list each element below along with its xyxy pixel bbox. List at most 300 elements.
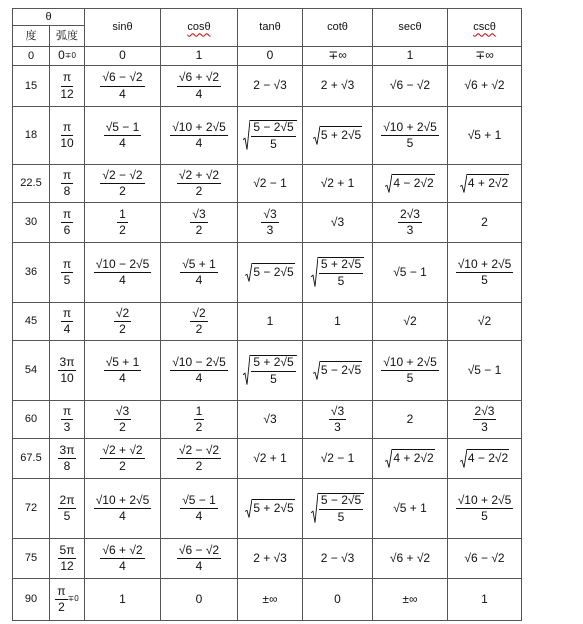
cell-sec <box>373 539 448 579</box>
cell-csc <box>448 165 522 203</box>
cell-sec <box>373 401 448 439</box>
fraction <box>58 444 77 473</box>
radical-sign-icon <box>385 449 392 468</box>
fraction-numerator: √6 + √2 <box>177 71 221 86</box>
fraction-numerator: 1 <box>194 405 205 420</box>
degree-cell: 60 <box>13 401 50 439</box>
cell-value <box>373 593 447 606</box>
cell-value <box>448 49 521 62</box>
radical-sign-icon <box>245 263 252 282</box>
cell-cot <box>303 303 373 341</box>
cell-cos <box>161 243 238 303</box>
cell-tan <box>238 341 303 401</box>
fraction-numerator: π <box>61 169 73 184</box>
fraction <box>456 494 514 523</box>
fraction-numerator: 5 + 2√5 <box>251 356 295 371</box>
radical-sign-icon <box>313 126 320 145</box>
value-text: √2 − 1 <box>320 450 355 465</box>
fraction-denominator: 12 <box>60 559 74 573</box>
cell-value <box>303 49 372 62</box>
radicand-text: 5 + 2√5 <box>320 128 362 143</box>
fraction-denominator: 2 <box>119 184 126 198</box>
fraction <box>177 444 221 473</box>
cell-value <box>448 129 521 142</box>
table-row <box>13 341 522 401</box>
radical <box>385 449 434 468</box>
cell-value <box>161 258 237 287</box>
fraction-numerator: √6 − √2 <box>100 71 144 86</box>
radical-fraction <box>243 355 296 385</box>
cell-value <box>238 49 302 62</box>
cell-value <box>161 71 237 100</box>
value-text: 1 <box>334 313 341 328</box>
cell-tan <box>238 47 303 66</box>
value-text: 2 − √3 <box>320 550 355 565</box>
fraction-denominator: 4 <box>195 86 203 101</box>
radian-cell <box>50 439 85 479</box>
degree-cell: 72 <box>13 479 50 539</box>
degree-cell: 30 <box>13 203 50 243</box>
cell-cot <box>303 47 373 66</box>
cell-value <box>303 177 372 190</box>
cell-sin <box>85 303 161 341</box>
fraction-numerator: √3 <box>114 405 131 420</box>
fraction-numerator: 1 <box>117 208 128 223</box>
fraction-denominator: 3 <box>481 420 488 434</box>
cell-tan <box>238 439 303 479</box>
cell-tan <box>238 303 303 341</box>
fraction <box>61 208 73 237</box>
cell-value <box>161 49 237 62</box>
fraction-denominator: 3 <box>266 223 274 237</box>
cell-sin <box>85 165 161 203</box>
fraction <box>100 71 144 100</box>
fraction <box>170 121 228 150</box>
fraction-numerator: √10 + 2√5 <box>456 494 514 509</box>
degree-cell: 36 <box>13 243 50 303</box>
fraction-numerator: √3 <box>261 208 278 223</box>
cell-value <box>448 552 521 565</box>
fraction-denominator: 2 <box>195 459 203 473</box>
cell-tan <box>238 479 303 539</box>
cell-value <box>50 49 84 62</box>
fraction-numerator: √10 + 2√5 <box>381 356 439 371</box>
cell-sin <box>85 539 161 579</box>
cell-cot <box>303 579 373 621</box>
radian-cell <box>50 479 85 539</box>
cell-value <box>238 355 302 385</box>
cell-value <box>50 121 84 150</box>
cell-sin <box>85 107 161 165</box>
fraction <box>100 544 144 573</box>
fraction <box>251 356 295 385</box>
fraction-denominator: 5 <box>406 371 414 385</box>
cell-value <box>373 356 447 385</box>
cell-value <box>373 449 447 468</box>
cell-value <box>238 593 302 606</box>
cell-value <box>161 544 237 573</box>
cell-tan <box>238 203 303 243</box>
fraction <box>381 356 439 385</box>
fraction-denominator: 5 <box>270 136 277 151</box>
cell-cos <box>161 341 238 401</box>
cell-value <box>161 356 237 385</box>
radicand <box>320 126 362 145</box>
table-row <box>13 401 522 439</box>
cell-value <box>50 169 84 198</box>
value-text: ±∞ <box>402 591 418 606</box>
cell-sec <box>373 303 448 341</box>
cell-value <box>238 452 302 465</box>
value-text: 2 + √3 <box>320 78 355 93</box>
radicand-text: 4 + 2√2 <box>393 451 434 466</box>
radical-fraction <box>311 493 364 523</box>
degree-cell: 75 <box>13 539 50 579</box>
fraction <box>177 169 221 198</box>
value-text: 0 <box>119 48 126 63</box>
cell-value <box>448 593 521 606</box>
cell-value <box>50 307 84 336</box>
fraction-denominator: 2 <box>119 420 126 434</box>
fraction <box>94 258 152 287</box>
degree-cell: 15 <box>13 66 50 107</box>
fraction-denominator: 4 <box>119 86 126 101</box>
fraction-denominator: 2 <box>195 420 203 434</box>
cell-sec <box>373 165 448 203</box>
table-row <box>13 66 522 107</box>
value-text: ±∞ <box>262 591 278 606</box>
fraction <box>61 405 73 434</box>
cell-value <box>85 494 160 523</box>
cell-tan <box>238 107 303 165</box>
cell-csc <box>448 401 522 439</box>
cell-value <box>50 71 84 100</box>
fraction-numerator: √2 + √2 <box>177 169 221 184</box>
radical-sign-icon <box>460 449 467 468</box>
cell-value <box>85 121 160 150</box>
cell-value <box>303 257 372 287</box>
cell-value <box>161 307 237 336</box>
fraction <box>319 258 363 287</box>
value-text: 1 <box>406 48 414 63</box>
cell-value <box>448 216 521 229</box>
cell-sin <box>85 439 161 479</box>
radicand <box>250 120 296 150</box>
degree-cell: 54 <box>13 341 50 401</box>
col-header-cos <box>161 9 238 47</box>
fraction-denominator: 4 <box>195 136 203 150</box>
cell-value <box>303 593 372 606</box>
cell-value <box>161 169 237 198</box>
radicand <box>252 263 294 282</box>
radical-sign-icon <box>311 257 318 287</box>
fraction <box>180 258 218 287</box>
fraction-numerator: π <box>55 585 67 600</box>
cell-cos <box>161 203 238 243</box>
cell-tan <box>238 401 303 439</box>
cell-value <box>85 444 160 473</box>
cell-value <box>238 499 302 518</box>
fraction <box>319 494 363 523</box>
value-text: 0 <box>58 48 65 63</box>
radicand-text: 4 + 2√2 <box>467 176 509 191</box>
fraction-numerator: √5 + 1 <box>104 356 142 371</box>
fraction-numerator: π <box>61 258 73 273</box>
fraction <box>58 494 77 523</box>
fraction-denominator: 5 <box>63 273 71 287</box>
radian-cell <box>50 341 85 401</box>
col-header-sec: secθ <box>373 9 448 47</box>
fraction-denominator: 2 <box>119 223 126 237</box>
cell-cos <box>161 107 238 165</box>
table-row <box>13 165 522 203</box>
fraction <box>117 208 128 237</box>
cell-value <box>238 120 302 150</box>
radicand <box>320 361 362 380</box>
fraction-numerator: √2 − √2 <box>100 169 144 184</box>
cell-csc <box>448 203 522 243</box>
cell-value <box>448 494 521 523</box>
radical <box>385 174 434 193</box>
cell-value <box>161 405 237 434</box>
fraction-denominator: 4 <box>195 509 203 523</box>
table-row <box>13 107 522 165</box>
cell-value <box>448 258 521 287</box>
cell-value <box>161 121 237 150</box>
fraction-numerator: √5 − 1 <box>180 494 218 509</box>
cell-cos <box>161 579 238 621</box>
radical-fraction <box>243 120 296 150</box>
cell-cos <box>161 165 238 203</box>
cell-sec <box>373 203 448 243</box>
fraction-numerator: 2√3 <box>473 405 497 420</box>
value-text: √3 <box>263 411 277 426</box>
cell-value <box>50 208 84 237</box>
cell-value <box>50 585 84 614</box>
radian-cell <box>50 165 85 203</box>
fraction-denominator: 3 <box>406 223 414 237</box>
fraction-numerator: √6 + √2 <box>100 544 144 559</box>
cell-value <box>373 502 447 515</box>
radicand <box>467 449 509 468</box>
cell-cot <box>303 243 373 303</box>
radicand <box>392 174 434 193</box>
cell-value <box>448 315 521 328</box>
cell-csc <box>448 579 522 621</box>
cell-value <box>303 552 372 565</box>
value-text: √5 − 1 <box>467 362 502 377</box>
cell-sin <box>85 47 161 66</box>
degree-cell: 67.5 <box>13 439 50 479</box>
radical <box>313 361 362 380</box>
cell-csc <box>448 303 522 341</box>
value-text: 1 <box>481 591 488 606</box>
cell-value <box>448 364 521 377</box>
cell-value <box>85 49 160 62</box>
table-row <box>13 479 522 539</box>
fraction-numerator: √2 − √2 <box>177 444 221 459</box>
cell-value <box>303 315 372 328</box>
radicand-text: 5 − 2√5 <box>320 363 362 378</box>
fraction-denominator: 10 <box>60 371 74 385</box>
value-text: 2 <box>406 411 414 426</box>
col-header-csc-label: cscθ <box>473 21 496 34</box>
cell-cot <box>303 341 373 401</box>
fraction-denominator: 3 <box>63 420 71 434</box>
fraction-numerator: √10 + 2√5 <box>94 494 152 509</box>
cell-cos <box>161 66 238 107</box>
radian-cell <box>50 107 85 165</box>
value-text: √2 − 1 <box>253 175 287 190</box>
cell-value <box>303 405 372 434</box>
cell-cot <box>303 203 373 243</box>
fraction <box>114 405 131 434</box>
cell-cos <box>161 539 238 579</box>
table-row <box>13 47 522 66</box>
fraction-numerator: √10 + 2√5 <box>170 121 228 136</box>
value-text: √5 + 1 <box>393 500 427 515</box>
cell-value <box>448 405 521 434</box>
fraction <box>398 208 422 237</box>
cell-sec <box>373 243 448 303</box>
value-text: 2 + √3 <box>253 550 287 565</box>
fraction-numerator: 5 − 2√5 <box>251 121 295 136</box>
radian-cell <box>50 66 85 107</box>
radicand <box>252 499 294 518</box>
fraction-numerator: √3 <box>190 208 207 223</box>
fraction <box>94 494 152 523</box>
table-row <box>13 539 522 579</box>
fraction-numerator: 5 + 2√5 <box>319 258 363 273</box>
cell-sin <box>85 341 161 401</box>
degree-cell: 90 <box>13 579 50 621</box>
cell-value <box>448 449 521 468</box>
cell-cot <box>303 539 373 579</box>
cell-value <box>50 405 84 434</box>
table-body <box>13 47 522 621</box>
col-header-sin: sinθ <box>85 9 161 47</box>
value-text: √2 + 1 <box>320 175 355 190</box>
cell-value <box>85 71 160 100</box>
value-text: √2 <box>477 313 492 328</box>
cell-value <box>50 356 84 385</box>
fraction-denominator: 2 <box>119 459 126 473</box>
value-text: ∓∞ <box>328 48 347 63</box>
value-text: √6 − √2 <box>389 78 431 93</box>
radical-sign-icon <box>311 493 318 523</box>
value-text: √6 + √2 <box>389 550 431 565</box>
value-subscript: ∓0 <box>64 50 76 60</box>
fraction <box>58 71 75 100</box>
cell-value <box>161 444 237 473</box>
theta-header: θ <box>13 9 85 26</box>
degree-cell: 0 <box>13 47 50 66</box>
fraction <box>194 405 205 434</box>
fraction-denominator: 5 <box>481 273 488 287</box>
fraction <box>58 121 75 150</box>
radical-sign-icon <box>313 361 320 380</box>
cell-tan <box>238 243 303 303</box>
value-text: √6 − √2 <box>464 550 505 565</box>
value-text: 0 <box>195 591 203 606</box>
cell-sec <box>373 479 448 539</box>
fraction-denominator: 2 <box>119 322 126 336</box>
radian-cell <box>50 401 85 439</box>
cell-value <box>448 174 521 193</box>
fraction-numerator: √10 + 2√5 <box>456 258 514 273</box>
fraction-denominator: 10 <box>60 136 74 150</box>
radicand-text: 4 − 2√2 <box>393 176 434 191</box>
cell-value <box>373 208 447 237</box>
fraction-denominator: 4 <box>119 273 126 287</box>
cell-value <box>85 258 160 287</box>
cell-csc <box>448 341 522 401</box>
cell-cot <box>303 66 373 107</box>
cell-cos <box>161 303 238 341</box>
fraction <box>180 494 218 523</box>
fraction-numerator: 2π <box>58 494 77 509</box>
fraction-numerator: 3π <box>58 444 77 459</box>
cell-tan <box>238 165 303 203</box>
cell-value <box>85 356 160 385</box>
cell-sin <box>85 203 161 243</box>
fraction <box>190 307 207 336</box>
fraction <box>329 405 346 434</box>
cell-sin <box>85 579 161 621</box>
cell-cot <box>303 165 373 203</box>
cell-cos <box>161 47 238 66</box>
fraction-denominator: 2 <box>195 223 203 237</box>
cell-sec <box>373 579 448 621</box>
degree-cell: 22.5 <box>13 165 50 203</box>
cell-cot <box>303 401 373 439</box>
value-text: √3 <box>330 214 345 229</box>
radicand-text: 4 − 2√2 <box>467 451 509 466</box>
fraction <box>456 258 514 287</box>
radical-sign-icon <box>243 355 250 385</box>
cell-cot <box>303 439 373 479</box>
cell-csc <box>448 66 522 107</box>
cell-value <box>303 216 372 229</box>
cell-tan <box>238 66 303 107</box>
radical-sign-icon <box>245 499 252 518</box>
fraction-denominator: 5 <box>337 509 345 524</box>
cell-value <box>50 494 84 523</box>
cell-value <box>50 544 84 573</box>
fraction-denominator: 4 <box>195 273 203 287</box>
value-text: √2 + 1 <box>253 450 287 465</box>
fraction-denominator: 4 <box>119 136 126 150</box>
cell-cos <box>161 479 238 539</box>
fraction-numerator: √6 − √2 <box>177 544 221 559</box>
fraction-numerator: 5π <box>58 544 77 559</box>
fraction <box>100 169 144 198</box>
cell-value <box>238 552 302 565</box>
fraction <box>58 356 77 385</box>
fraction-denominator: 5 <box>406 136 414 150</box>
radian-cell <box>50 243 85 303</box>
value-text: 1 <box>119 591 126 606</box>
cell-value <box>373 174 447 193</box>
fraction-denominator: 4 <box>195 559 203 573</box>
cell-value <box>238 177 302 190</box>
fraction-denominator: 5 <box>63 509 71 523</box>
table-row <box>13 439 522 479</box>
radicand <box>392 449 434 468</box>
cell-tan <box>238 579 303 621</box>
cell-value <box>85 169 160 198</box>
fraction-denominator: 4 <box>63 322 71 336</box>
